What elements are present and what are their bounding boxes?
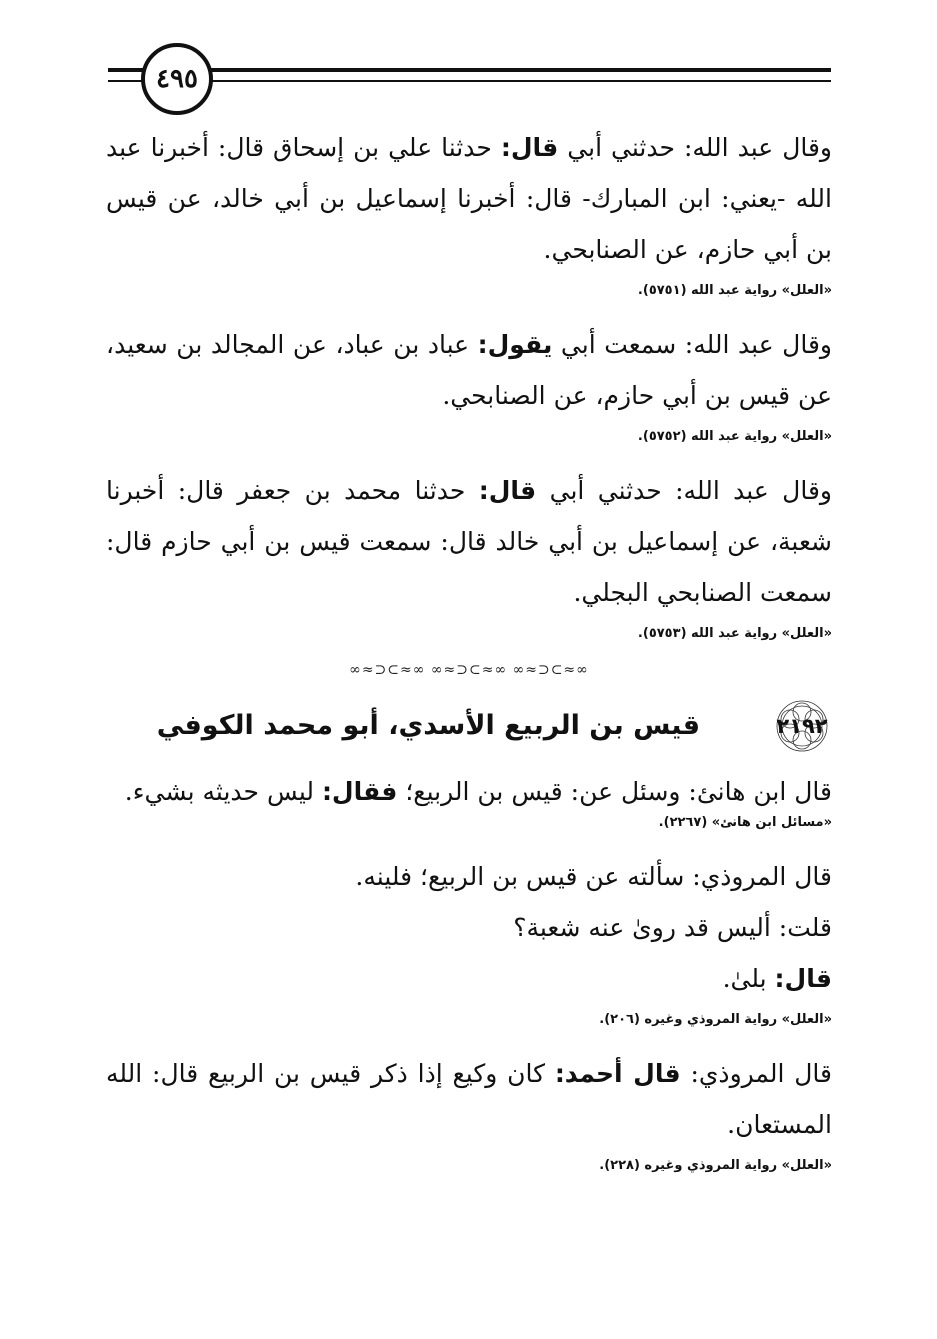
narration-text: قال ابن هانئ: وسئل عن: قيس بن الربيع؛ bbox=[397, 777, 832, 806]
narration-paragraph bbox=[106, 1048, 832, 1150]
narration-line bbox=[106, 902, 832, 953]
narration-text: ليس حديثه بشيء. bbox=[124, 777, 322, 806]
narration-paragraph bbox=[106, 122, 832, 275]
source-citation: «العلل» رواية عبد الله (٥٧٥٢). bbox=[637, 429, 832, 444]
source-citation: «العلل» رواية المروذي وغيره (٢٢٨). bbox=[599, 1158, 832, 1173]
section-ornament: ∞≈⊃⊂≈∞ ∞≈⊃⊂≈∞ ∞≈⊃⊂≈∞ bbox=[349, 662, 589, 678]
entry-title: قيس بن الربيع الأسدي، أبو محمد الكوفي bbox=[156, 710, 700, 741]
entry-number-badge bbox=[772, 698, 832, 754]
narration-line bbox=[106, 953, 832, 1004]
narration-text: بلىٰ. bbox=[722, 964, 775, 993]
page-content bbox=[106, 122, 832, 1194]
narration-bold: قال أحمد: bbox=[554, 1059, 681, 1088]
narration-paragraph bbox=[106, 319, 832, 421]
narration-text: عباد بن عباد، عن المجالد بن سعيد، عن قيس بن أبي حازم، عن الصنابحي. bbox=[106, 330, 832, 410]
narration-text: وقال عبد الله: حدثني أبي bbox=[558, 133, 832, 162]
header-rule-thick bbox=[108, 68, 831, 72]
source-citation: «العلل» رواية عبد الله (٥٧٥١). bbox=[637, 283, 832, 298]
source-citation: «العلل» رواية المروذي وغيره (٢٠٦). bbox=[599, 1012, 832, 1027]
page-number: ٤٩٥ bbox=[141, 43, 213, 115]
entry-number: ٢١٩٢ bbox=[776, 714, 828, 738]
narration-bold: قال: bbox=[774, 964, 832, 993]
narration-bold: يقول: bbox=[477, 330, 553, 359]
narration-text: حدثنا علي بن إسحاق قال: أخبرنا عبد الله -يعني: ابن المبارك- قال: أخبرنا إسماعيل بن أبي خالد، عن قيس بن أبي حازم، عن الصنابحي. bbox=[106, 133, 832, 264]
narration-text: وقال عبد الله: سمعت أبي bbox=[552, 330, 832, 359]
narration-bold: قال: bbox=[478, 476, 537, 505]
narration-line bbox=[106, 851, 832, 902]
narration-bold: قال: bbox=[500, 133, 559, 162]
narration-text: وقال عبد الله: حدثني أبي bbox=[536, 476, 832, 505]
narration-bold: فقال: bbox=[321, 777, 398, 806]
narration-text: قال المروذي: سألته عن قيس بن الربيع؛ فلينه. bbox=[355, 862, 832, 891]
narration-line bbox=[106, 766, 832, 817]
source-citation: «مسائل ابن هانئ» (٢٢٦٧). bbox=[658, 815, 832, 830]
source-citation: «العلل» رواية عبد الله (٥٧٥٣). bbox=[637, 626, 832, 641]
entry-header bbox=[106, 696, 832, 760]
narration-text: قال المروذي: bbox=[680, 1059, 832, 1088]
narration-text: كان وكيع إذا ذكر قيس بن الربيع قال: الله المستعان. bbox=[106, 1059, 832, 1139]
header-rule-thin bbox=[108, 80, 831, 82]
narration-text: قلت: أليس قد روىٰ عنه شعبة؟ bbox=[513, 913, 832, 942]
narration-text: حدثنا محمد بن جعفر قال: أخبرنا شعبة، عن إسماعيل بن أبي خالد قال: سمعت قيس بن أبي حازم قال: سمعت الصنابحي البجلي. bbox=[106, 476, 832, 607]
narration-paragraph bbox=[106, 465, 832, 618]
